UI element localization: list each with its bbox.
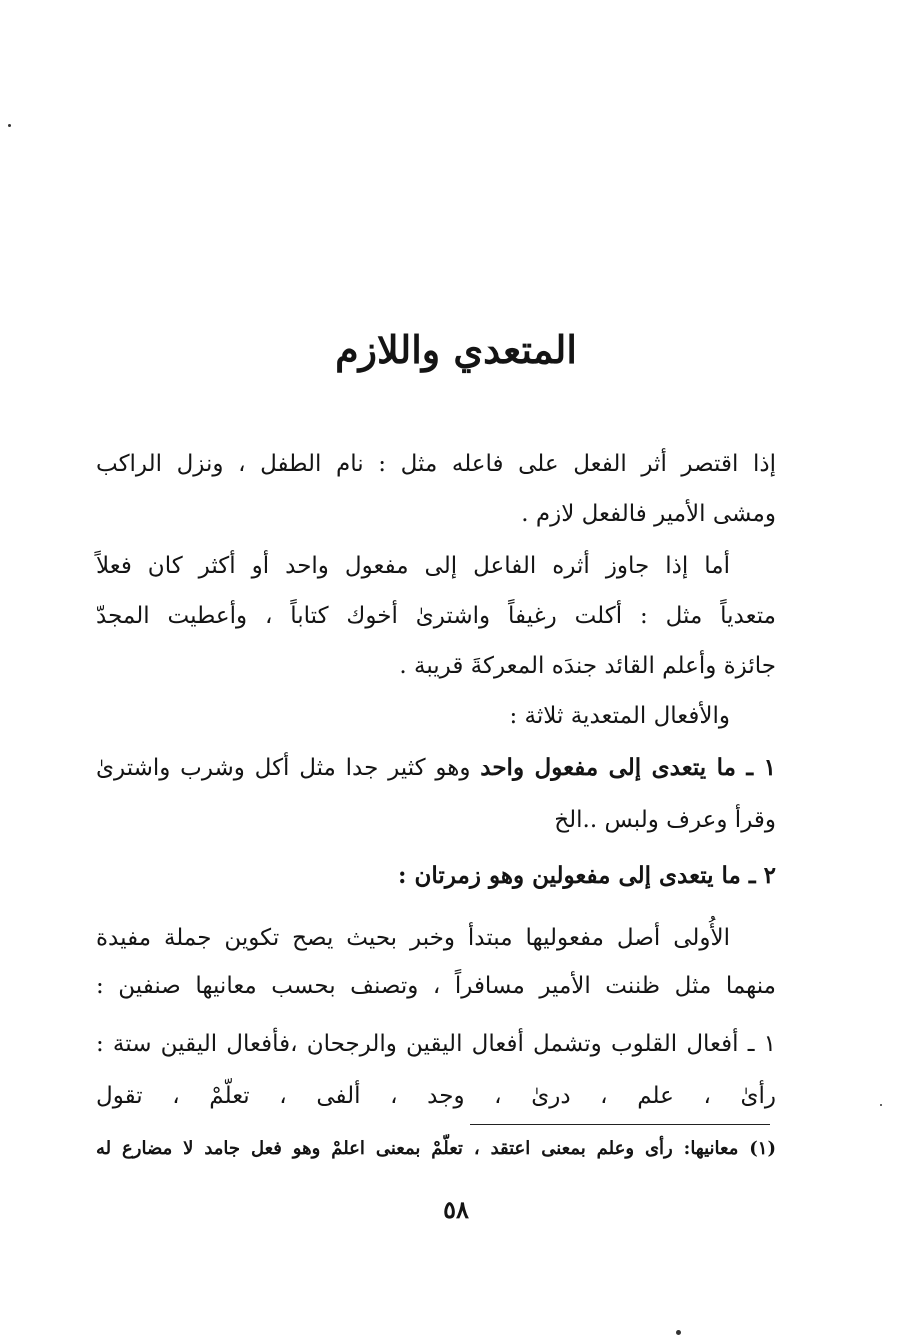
paragraph-line: منهما مثل ظننت الأمير مسافراً ، وتصنف بحسب معانيها صنفين : [96,973,776,999]
scan-speck [880,1104,882,1106]
paragraph-line: الأُولى أصل مفعوليها مبتدأ وخبر بحيث يصح تكوين جملة مفيدة [96,925,730,951]
paragraph-line: والأفعال المتعدية ثلاثة : [509,703,730,729]
paragraph-line: ومشى الأمير فالفعل لازم . [521,501,776,527]
list-item-1 [96,748,776,788]
list-item-2: ٢ ـ ما يتعدى إلى مفعولين وهو زمرتان : [398,862,776,889]
scan-speck [8,124,11,127]
paragraph-line: متعدياً مثل : أكلت رغيفاً واشترىٰ أخوك كتاباً ، وأعطيت المجدّ [96,603,776,629]
list-item-1-lead: ١ ـ ما يتعدى إلى مفعول واحد [480,754,776,781]
footnote-divider [470,1124,770,1125]
page-number: ٥٨ [443,1195,469,1224]
paragraph-line: رأىٰ ، علم ، درىٰ ، وجد ، ألفى ، تعلّمْ ، تقول [96,1083,776,1109]
scan-speck [676,1330,681,1335]
paragraph-line: ١ ـ أفعال القلوب وتشمل أفعال اليقين والرجحان ،فأفعال اليقين ستة : [96,1031,776,1057]
paragraph-line: أما إذا جاوز أثره الفاعل إلى مفعول واحد أو أكثر كان فعلاً [96,553,730,579]
paragraph-line: وقرأ وعرف ولبس ..الخ [554,807,776,833]
paragraph-line: إذا اقتصر أثر الفعل على فاعله مثل : نام الطفل ، ونزل الراكب [96,451,776,477]
list-item-1-rest: وهو كثير جدا مثل أكل وشرب واشترىٰ [96,755,481,781]
footnote: (١) معانيها: رأى وعلم بمعنى اعتقد ، تعلّمْ بمعنى اعلمْ وهو فعل جامد لا مضارع له [96,1138,776,1159]
paragraph-line: جائزة وأعلم القائد جندَه المعركةَ قريبة . [399,653,776,679]
page-title: المتعدي واللازم [335,327,577,372]
